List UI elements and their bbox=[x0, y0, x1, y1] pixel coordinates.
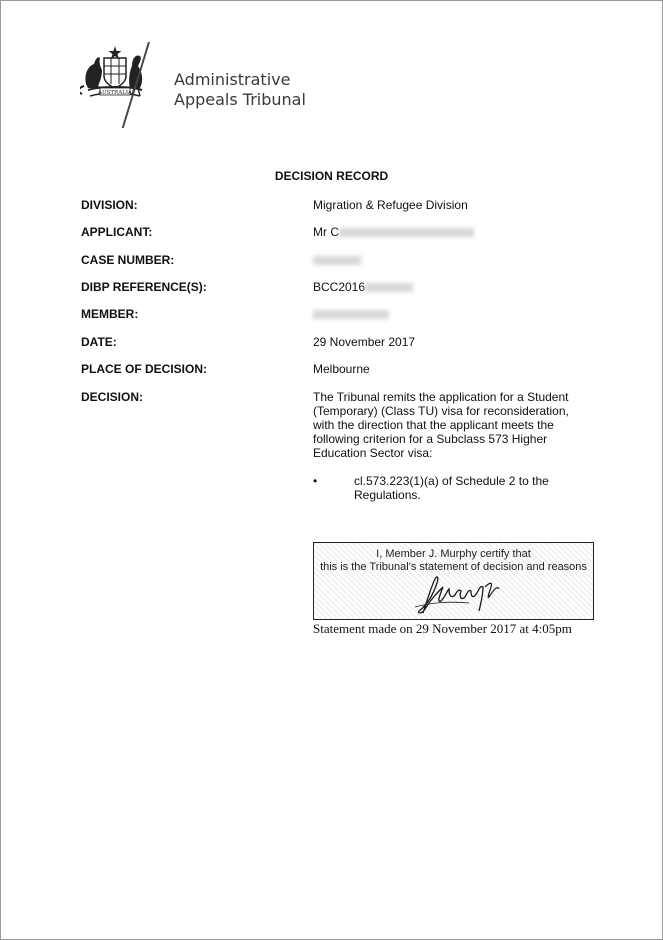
svg-text:AUSTRALIA: AUSTRALIA bbox=[98, 90, 132, 96]
certification-line2: this is the Tribunal's statement of decision and reasons bbox=[320, 561, 587, 573]
redacted-member-name bbox=[313, 310, 389, 319]
applicant-label: APPLICANT: bbox=[81, 225, 153, 239]
redacted-applicant-name bbox=[339, 228, 474, 237]
org-name-line2: Appeals Tribunal bbox=[174, 90, 306, 109]
member-label: MEMBER: bbox=[81, 307, 139, 321]
place-of-decision-label: PLACE OF DECISION: bbox=[81, 362, 208, 376]
signature-image bbox=[409, 573, 509, 617]
date-value: 29 November 2017 bbox=[313, 335, 416, 349]
place-of-decision-value: Melbourne bbox=[313, 362, 370, 376]
redacted-dibp-reference bbox=[365, 283, 413, 292]
case-number-label: CASE NUMBER: bbox=[81, 253, 175, 267]
member-value-wrapper bbox=[313, 307, 583, 321]
bullet-symbol: • bbox=[313, 474, 318, 488]
case-number-value-wrapper bbox=[313, 253, 583, 267]
statement-made-line: Statement made on 29 November 2017 at 4:05pm bbox=[313, 621, 572, 636]
division-value: Migration & Refugee Division bbox=[313, 198, 468, 212]
certification-stamp bbox=[313, 542, 594, 620]
dibp-reference-label: DIBP REFERENCE(S): bbox=[81, 280, 207, 294]
org-name-line1: Administrative bbox=[174, 70, 291, 89]
decision-label: DECISION: bbox=[81, 390, 144, 404]
bullet-text: cl.573.223(1)(a) of Schedule 2 to the Regulations. bbox=[354, 474, 549, 502]
applicant-value: Mr C bbox=[313, 225, 339, 239]
dibp-reference-value-wrapper bbox=[313, 280, 583, 294]
org-name bbox=[174, 70, 306, 110]
dibp-reference-value: BCC2016 bbox=[313, 280, 366, 294]
redacted-case-number bbox=[313, 256, 361, 265]
date-label: DATE: bbox=[81, 335, 117, 349]
certification-line1: I, Member J. Murphy certify that bbox=[376, 548, 531, 560]
document-title: DECISION RECORD bbox=[274, 169, 389, 183]
division-label: DIVISION: bbox=[81, 198, 138, 212]
decision-text: The Tribunal remits the application for a Student (Temporary) (Class TU) visa for reconsideration, with the direction that the applicant meets the following criterion for a Subclass 573 Higher Education Sector visa: bbox=[313, 390, 569, 460]
applicant-value-wrapper bbox=[313, 225, 583, 239]
